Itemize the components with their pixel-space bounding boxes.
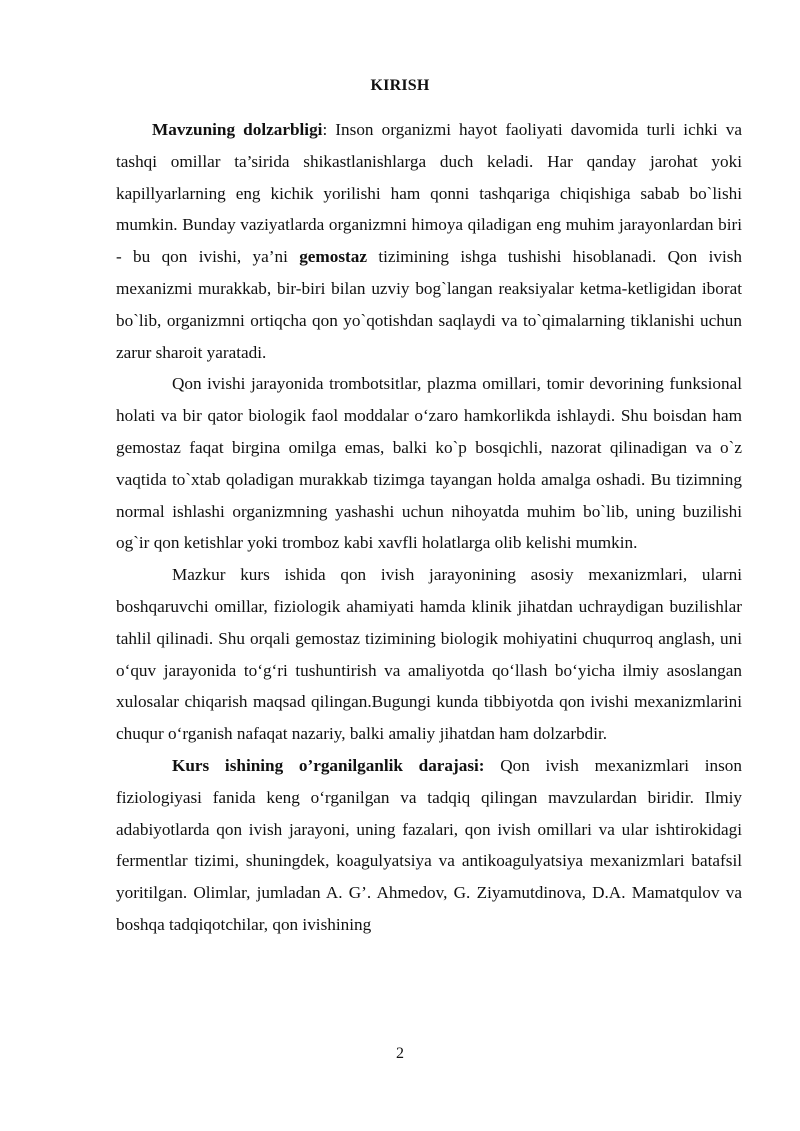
paragraph-course-aim bbox=[116, 559, 742, 750]
paragraph-relevance bbox=[116, 114, 742, 368]
paragraph-coagulation bbox=[116, 368, 742, 559]
paragraph-text: Mazkur kurs ishida qon ivish jarayonining asosiy mexanizmlari, ularni boshqaruvchi omillar, fiziologik ahamiyati hamda klinik jihatdan uchraydigan buzilishlar tahlil qilinadi. Shu orqali gemostaz tizimining biologik mohiyatini chuqurroq anglash, uni o‘quv jarayonida to‘g‘ri tushuntirish va amaliyotda qo‘llash bo‘yicha ilmiy asoslangan xulosalar chiqarish maqsad qilingan.Bugungi kunda tibbiyotda qon ivishi mexanizmlarini chuqur o‘rganish nafaqat nazariy, balki amaliy jihatdan ham dolzarbdir. bbox=[116, 565, 742, 744]
page-number: 2 bbox=[396, 1045, 404, 1062]
paragraph-text: : Inson organizmi hayot faoliyati davomida turli ichki va tashqi omillar ta’sirida shikastlanishlarga duch keladi. Har qanday jarohat yoki kapillyarlarning eng kichik yorilishi ham qonni tashqariga chiqishiga sabab bo`lishi mumkin. Bunday vaziyatlarda organizmni himoya qiladigan eng muhim jarayonlardan biri - bu qon ivishi, ya’ni bbox=[116, 120, 742, 267]
paragraph-text: Qon ivishi jarayonida trombotsitlar, plazma omillari, tomir devorining funksional holati va bir qator biologik faol moddalar o‘zaro hamkorlikda ishlaydi. Shu boisdan ham gemostaz faqat birgina omilga emas, balki ko`p bosqichli, nazorat qilinadigan va o`z vaqtida to`xtab qoladigan murakkab tizimga tayangan holda amalga oshadi. Bu tizimning normal ishlashi organizmning yashashi uchun nihoyatda muhim bo`lib, uning buzilishi og`ir qon ketishlar yoki tromboz kabi xavfli holatlarga olib kelishi mumkin. bbox=[116, 374, 742, 553]
page-title: KIRISH bbox=[370, 77, 430, 94]
body-text bbox=[116, 114, 742, 941]
paragraph-text: tizimining ishga tushishi hisoblanadi. Qon ivish mexanizmi murakkab, bir-biri bilan uzviy bog`langan reaksiyalar ketma-ketligidan iborat bo`lib, organizmni ortiqcha qon yo`qotishdan saqlaydi va to`qimalarning tiklanishi uchun zarur sharoit yaratadi. bbox=[116, 247, 742, 362]
paragraph-study-level bbox=[116, 750, 742, 941]
study-level-heading: Kurs ishining o’rganilganlik darajasi: bbox=[172, 755, 485, 775]
relevance-heading: Mavzuning dolzarbligi bbox=[152, 120, 323, 139]
paragraph-text: Qon ivish mexanizmlari inson fiziologiyasi fanida keng o‘rganilgan va tadqiq qilingan mavzulardan biridir. Ilmiy adabiyotlarda qon ivish jarayoni, uning fazalari, qon ivish omillari va ular ishtirokidagi fermentlar tizimi, shuningdek, koagulyatsiya va antikoagulyatsiya mexanizmlari batafsil yoritilgan. Olimlar, jumladan A. G’. Ahmedov, G. Ziyamutdinova, D.A. Mamatqulov va boshqa tadqiqotchilar, qon ivishining bbox=[116, 755, 742, 934]
gemostaz-term: gemostaz bbox=[299, 247, 367, 267]
